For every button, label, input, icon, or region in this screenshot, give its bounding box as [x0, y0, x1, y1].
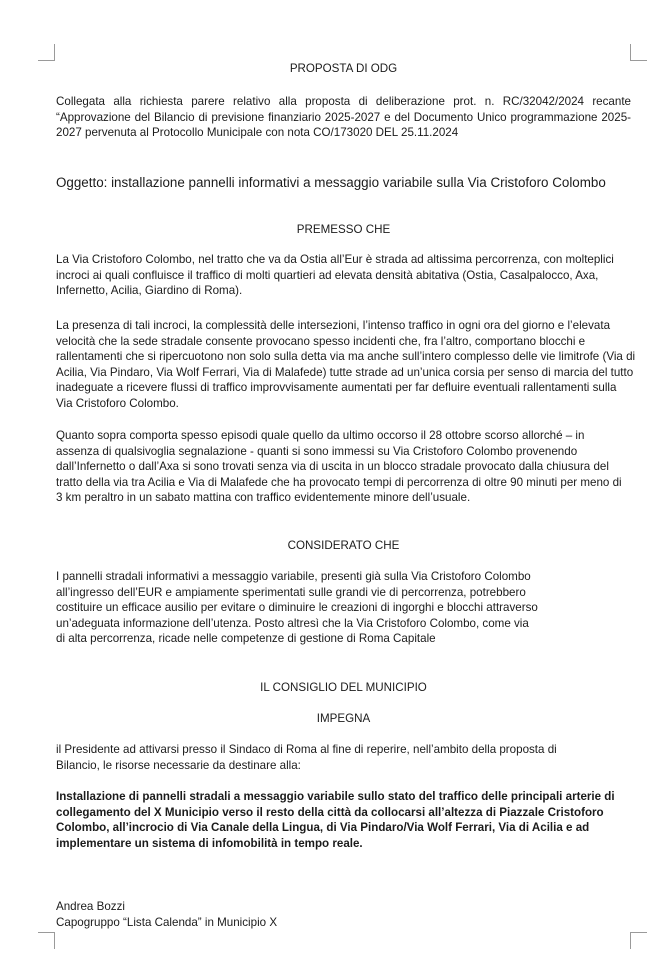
council-heading: IL CONSIGLIO DEL MUNICIPIO — [260, 681, 427, 694]
commitment-paragraph: il Presidente ad attivarsi presso il Sindaco di Roma al fine di reperire, nell’ambito della proposta di Bilancio, le risorse necessarie da destinare alla: — [56, 743, 557, 772]
premesso-paragraph-3: Quanto sopra comporta spesso episodi quale quello da ultimo occorso il 28 ottobre scorso allorché – in assenza di qualsivoglia segnalazione - quanti si sono immessi su Via Cristoforo Colombo provenendo dall’Infernetto o dall’Axa si sono trovati senza via di uscita in un blocco stradale provocato dalla chiusura del tratto della via tra Acilia e Via di Malafede che ha provocato tempi di percorrenza di oltre 90 minuti per meno di 3 km peraltro in un sabato mattina con traffico evidentemente minore dell’usuale. — [56, 429, 622, 505]
commitment-bold-paragraph: Installazione di pannelli stradali a messaggio variabile sullo stato del traffico delle principali arterie di collegamento del X Municipio verso il resto della città da collocarsi all’altezza di Piazzale Cristoforo Colombo, all’incrocio di Via Canale della Lingua, di Via Pindaro/Via Wolf Ferrari, Via di Acilia e ad implementare un sistema di infomobilità in tempo reale. — [56, 790, 615, 850]
premesso-paragraph-1: La Via Cristoforo Colombo, nel tratto che va da Ostia all’Eur è strada ad altissima percorrenza, con molteplici incroci ai quali confluisce il traffico di molti quartieri ad elevata densità abitativa (Ostia, Casalpalocco, Axa, Infernetto, Acilia, Giardino di Roma). — [56, 253, 614, 298]
crop-mark-bottom-left — [38, 932, 55, 949]
subject-line: Oggetto: installazione pannelli informativi a messaggio variabile sulla Via Cristoforo Colombo — [56, 175, 606, 190]
premesso-heading: PREMESSO CHE — [296, 223, 391, 236]
document-title: PROPOSTA DI ODG — [289, 62, 398, 75]
signature-role: Capogruppo “Lista Calenda” in Municipio X — [56, 916, 278, 929]
intro-paragraph: Collegata alla richiesta parere relativo alla proposta di deliberazione prot. n. RC/32042/2024 recante “Approvazione del Bilancio di previsione finanziario 2025-2027 e del Documento Unico programmazione 2025-2027 pervenuta al Protocollo Municipale con nota CO/173020 DEL 25.11.2024 — [56, 95, 631, 140]
crop-mark-top-left — [38, 44, 55, 61]
crop-mark-bottom-right — [630, 932, 647, 949]
crop-mark-top-right — [630, 44, 647, 61]
considerato-heading: CONSIDERATO CHE — [287, 539, 400, 552]
signature-name: Andrea Bozzi — [56, 900, 125, 913]
impegna-heading: IMPEGNA — [316, 712, 371, 725]
premesso-paragraph-2: La presenza di tali incroci, la complessità delle intersezioni, l’intenso traffico in ogni ora del giorno e l’elevata velocità che la sede stradale consente provocano spesso incidenti che, fra l’altro, comportano blocchi e rallentamenti che si ripercuotono non solo sulla detta via ma anche sull’intero complesso delle vie limitrofe (Via di Acilia, Via Pindaro, Via Wolf Ferrari, Via di Malafede) tutte strade ad un’unica corsia per senso di marcia del tutto inadeguate a ricevere flussi di traffico improvvisamente aumentati per far defluire eventuali rallentamenti sulla Via Cristoforo Colombo. — [56, 319, 636, 410]
considerato-paragraph: I pannelli stradali informativi a messaggio variabile, presenti già sulla Via Cristoforo Colombo all’ingresso dell’EUR e ampiamente sperimentati sulle grandi vie di percorrenza, potrebbero costituire un efficace ausilio per evitare o diminuire le creazioni di ingorghi e blocchi attraverso un’adeguata informazione dell’utenza. Posto altresì che la Via Cristoforo Colombo, come via di alta percorrenza, ricade nelle competenze di gestione di Roma Capitale — [56, 570, 538, 646]
